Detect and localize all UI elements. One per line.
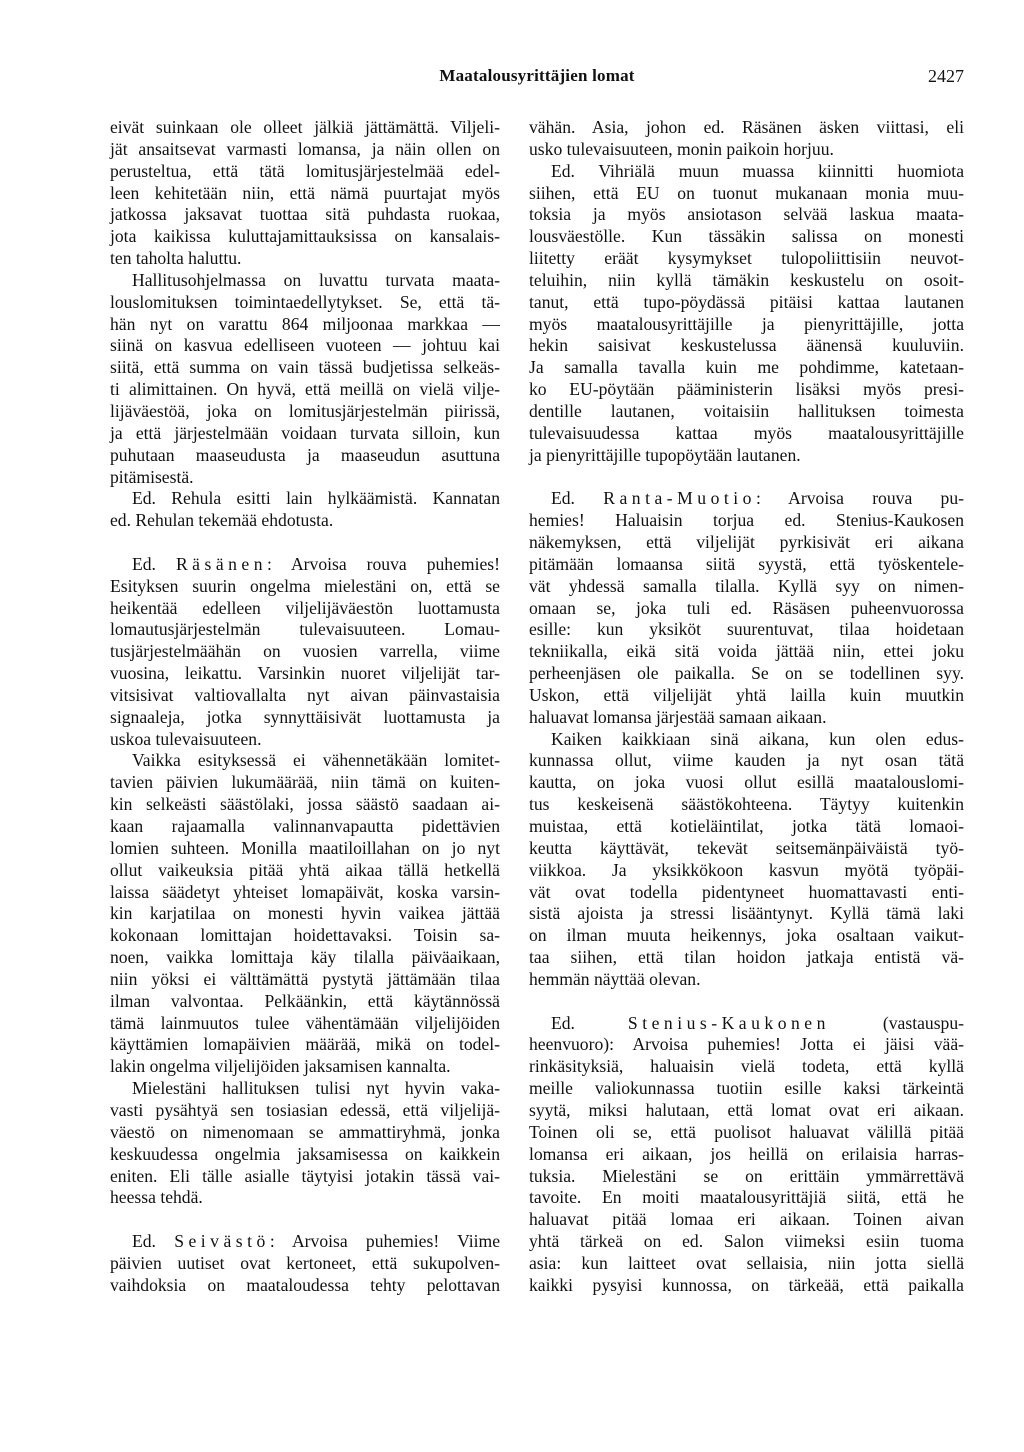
- text-line: väestö on nimenomaan se ammattiryhmä, jonka: [110, 1121, 500, 1142]
- speaker-line: Ed. Seivästö: Arvoisa puhemies! Viime: [132, 1231, 501, 1252]
- text-line: signaaleja, jotka synnyttäisivät luottamusta ja: [110, 706, 500, 727]
- text-line: Mielestäni hallituksen tulisi nyt hyvin vaka-: [132, 1078, 500, 1099]
- paragraph: [110, 1253, 500, 1297]
- text-line: heikentää edelleen viljelijäväestön luottamusta: [110, 597, 500, 618]
- speaker-name: Räsänen: [175, 553, 268, 574]
- text-line: lomautusjärjestelmän tulevaisuuteen. Lomau-: [110, 619, 500, 640]
- text-line: Hallitusohjelmassa on luvattu turvata maata-: [132, 269, 500, 290]
- text-line: keskuudessa ongelmia jaksamisessa on kaikkein: [110, 1143, 500, 1164]
- text-line: hän nyt on varattu 864 miljoonaa markkaa —: [110, 313, 500, 334]
- text-line: tulevaisuudessa kattaa myös maatalousyrittäjille: [529, 422, 964, 443]
- text-line: perheenjäsen ole paikalla. Se on se todellinen syy.: [529, 663, 964, 684]
- text-line: Uskon, että viljelijät yhtä lailla kuin muutkin: [529, 684, 964, 705]
- text-line: lomien suhteen. Monilla maatiloillahan on jo nyt: [110, 837, 500, 858]
- text-line: lijäväestöä, joka on lomitusjärjestelmän piirissä,: [110, 400, 500, 421]
- text-line: näkemyksen, että viljelijät pyrkisivät eri aikana: [529, 532, 964, 553]
- text-line: tavoite. En moiti maatalousyrittäjiä siitä, että he: [529, 1187, 964, 1208]
- text-line: heessa tehdä.: [110, 1187, 203, 1208]
- text-line: pitämisestä.: [110, 466, 194, 487]
- text-line: louslomituksen toimintaedellytykset. Se, että tä-: [110, 291, 500, 312]
- text-line: asia: kun laitteet ovat sellaisia, niin jotta siellä: [529, 1252, 964, 1273]
- text-line: rinkäsityksiä, haluaisin vielä todeta, että kyllä: [529, 1056, 964, 1077]
- text-line: tavien päivien lukumäärää, niin tämä on kuiten-: [110, 772, 500, 793]
- right-column: [529, 117, 964, 1297]
- text-line: Toinen oli se, että puolisot haluavat välillä pitää: [529, 1121, 964, 1142]
- speaker-name: Seivästö: [174, 1231, 270, 1252]
- text-line: vät ovat todella pidentyneet huomattavasti enti-: [529, 881, 964, 902]
- text-line: ollut vaikeuksia pitää yhtä aikaa tällä hetkellä: [110, 859, 500, 880]
- text-line: meille valiokunnassa tuotiin esille kaksi tärkeintä: [529, 1078, 964, 1099]
- paragraph-gap: [110, 532, 500, 554]
- text-line: Ed. Vihriälä muun muassa kiinnitti huomiota: [551, 160, 964, 181]
- speaker-line: Ed. Stenius-Kaukonen (vastauspu-: [551, 1012, 964, 1033]
- paragraph: [529, 1034, 964, 1296]
- text-line: jatkossa jaksavat tuottaa sitä puhdasta ruokaa,: [110, 204, 500, 225]
- text-line: omaan se, joka tuli ed. Räsäsen puheenvuorossa: [529, 597, 964, 618]
- text-line: liitetty eräät kysymykset tulopoliittisiin neuvot-: [529, 248, 964, 269]
- text-line: ti alimittainen. On hyvä, että meillä on vielä vilje-: [110, 379, 500, 400]
- text-line: yhtä tärkeä on ed. Salon viimeksi esiin tuoma: [529, 1231, 964, 1252]
- text-line: niin yöksi ei välttämättä pystytä jättämään tilaa: [110, 968, 500, 989]
- text-line: tanut, että tupo-pöydässä pitäisi kattaa lautanen: [529, 291, 964, 312]
- page-number: 2427: [928, 66, 964, 86]
- text-line: dentille lautanen, voitaisiin hallituksen toimesta: [529, 400, 964, 421]
- paragraph-gap: [529, 991, 964, 1013]
- text-line: tuksia. Mielestäni se on erittäin ymmärrettävä: [529, 1165, 964, 1186]
- text-line: vähän. Asia, johon ed. Räsänen äsken viittasi, eli: [529, 117, 964, 137]
- text-line: heenvuoro): Arvoisa puhemies! Jotta ei jäisi vää-: [529, 1034, 964, 1055]
- text-line: vasti pysähtyä sen tosiasian edessä, että viljelijä-: [110, 1099, 500, 1120]
- text-line: puhutaan maaseudusta ja maaseudun asuttuna: [110, 444, 500, 465]
- text-line: siinä on kasvua edelliseen vuoteen — johtuu kai: [110, 335, 500, 356]
- text-line: laissa säädetyt yhteiset lomapäivät, koska varsin-: [110, 881, 500, 902]
- paragraph: [110, 1078, 500, 1209]
- text-line: haluavat lomansa järjestää samaan aikaan.: [529, 706, 827, 727]
- paragraph: [110, 117, 500, 270]
- text-line: vuosina, leikattu. Varsinkin nuoret viljelijät tar-: [110, 663, 500, 684]
- text-line: kin selkeästi säästölaki, jossa säästö saadaan ai-: [110, 794, 500, 815]
- text-line: Ed. Rehula esitti lain hylkäämistä. Kannatan: [132, 488, 500, 509]
- text-line: lakin ongelma viljelijöiden jaksamisen kannalta.: [110, 1056, 451, 1077]
- text-line: lousväestölle. Kun tässäkin salissa on monesti: [529, 226, 964, 247]
- text-line: muistaa, että kotieläintilat, jotka tätä lomaoi-: [529, 816, 964, 836]
- paragraph: [110, 270, 500, 488]
- text-line: ed. Rehulan tekemää ehdotusta.: [110, 510, 334, 531]
- speaker-line: Ed. Räsänen: Arvoisa rouva puhemies!: [132, 553, 500, 574]
- paragraph: [529, 510, 964, 728]
- text-line: noen, vaikka lomittaja käy tilalla päiväaikaan,: [110, 947, 500, 968]
- text-line: lomansa eri aikaan, jos heillä on erilaisia harras-: [529, 1143, 964, 1164]
- text-line: hemies! Haluaisin torjua ed. Stenius-Kaukosen: [529, 510, 964, 531]
- text-line: eniten. Eli tälle asialle täytyisi jotakin tässä vai-: [110, 1165, 500, 1186]
- text-line: vitsisivat valtiovallalta nyt aivan päinvastaisia: [110, 684, 500, 705]
- text-line: ten taholta haluttu.: [110, 248, 242, 269]
- text-line: sistä ajoista ja stressi lisääntynyt. Kyllä tämä laki: [529, 903, 964, 924]
- text-line: pitämään lomaansa siitä syystä, että työskentele-: [529, 553, 964, 574]
- text-line: Ja samalla tavalla kuin me pohdimme, katetaan-: [529, 357, 964, 378]
- text-line: uskoa tulevaisuuteen.: [110, 728, 262, 749]
- text-line: jät ansaitsevat varmasti lomansa, ja näin ollen on: [110, 138, 500, 159]
- paragraph: [529, 161, 964, 467]
- paragraph-gap: [529, 467, 964, 489]
- text-line: ilman valvontaa. Pelkäänkin, että käytännössä: [110, 990, 500, 1011]
- text-line: vät yhdessä samalla tilalla. Kyllä syy on nimen-: [529, 575, 964, 596]
- page-header: [110, 66, 964, 88]
- text-line: tus keskeisenä säästökohteena. Täytyy kuitenkin: [529, 794, 964, 815]
- paragraph: [110, 488, 500, 532]
- text-line: siihen, että EU on tuonut mukanaan monia muu-: [529, 182, 964, 203]
- text-line: kin karjatilaa on monesti hyvin vaikea jättää: [110, 903, 500, 924]
- text-line: leen kehitetään niin, että nämä puurtajat myös: [110, 182, 500, 203]
- paragraph: [110, 576, 500, 751]
- text-line: myös maatalousyrittäjille ja pienyrittäjille, jotta: [529, 313, 964, 334]
- text-line: keutta käyttävät, tekevät seitsemänpäiväistä työ-: [529, 837, 964, 858]
- text-line: jota kaikissa kuluttajamittauksissa on kansalais-: [110, 226, 500, 247]
- paragraph-gap: [110, 1209, 500, 1231]
- text-line: taa siihen, että tilan hoidon jatkaja entistä vä-: [529, 947, 964, 968]
- text-line: kokonaan lomittajan hoidettavaksi. Toisin sa-: [110, 925, 500, 946]
- text-line: vaihdoksia on maataloudessa tehty pelottavan: [110, 1274, 500, 1295]
- text-line: päivien uutiset ovat kertoneet, että sukupolven-: [110, 1252, 500, 1273]
- text-line: ja pienyrittäjille tupopöytään lautanen.: [529, 444, 801, 465]
- text-line: esille: kun yksiköt suurentuvat, tilaa hoidetaan: [529, 619, 964, 640]
- text-line: perusteltua, että tätä lomitusjärjestelmää edel-: [110, 160, 500, 181]
- speaker-name: Stenius-Kaukonen: [627, 1012, 830, 1033]
- text-line: Kaiken kaikkiaan sinä aikana, kun olen edus-: [551, 728, 964, 749]
- speaker-name: Ranta-Muotio: [603, 488, 756, 509]
- text-line: ko EU-pöytään pääministerin lisäksi myös presi-: [529, 379, 964, 400]
- running-title: Maatalousyrittäjien lomat: [439, 66, 635, 85]
- text-line: usko tulevaisuuteen, monin paikoin horjuu.: [529, 138, 834, 159]
- text-line: hemmän näyttää olevan.: [529, 968, 701, 989]
- text-line: teluihin, niin kyllä tämäkin keskustelu on osoit-: [529, 269, 964, 290]
- text-line: viikkoa. Ja yksikkökoon kasvun myötä työpäi-: [529, 859, 964, 880]
- text-line: siitä, että summa on vain tässä budjetissa selkeäs-: [110, 357, 500, 378]
- text-line: kaikki pysyisi kunnossa, on tärkeää, että paikalla: [529, 1274, 964, 1295]
- text-line: kunnassa ollut, viime kauden ja nyt osan tätä: [529, 750, 964, 771]
- text-line: tusjärjestelmäähän on vuosien varrella, viime: [110, 641, 500, 662]
- text-line: tekniikalla, eikä sitä voida jättää niin, ettei joku: [529, 641, 964, 662]
- text-line: hekin saisivat keskustelussa äänensä kuuluviin.: [529, 335, 964, 356]
- left-column: [110, 117, 500, 1297]
- text-line: Vaikka esityksessä ei vähennetäkään lomitet-: [132, 750, 500, 771]
- text-line: kaan rajaamalla valinnanvapautta pidettävien: [110, 816, 500, 836]
- text-line: käyttämien lomapäivien määrää, mikä on todel-: [110, 1034, 500, 1055]
- paragraph: [110, 750, 500, 1078]
- text-line: kautta, on joka vuosi ollut esillä maatalouslomi-: [529, 772, 964, 793]
- text-line: Esityksen suurin ongelma mielestäni on, että se: [110, 575, 500, 596]
- speaker-line: Ed. Ranta-Muotio: Arvoisa rouva pu-: [551, 488, 965, 509]
- text-line: haluavat pitää lomaa eri aikaan. Toinen aivan: [529, 1209, 964, 1230]
- text-line: on ilman muuta heikennys, joka osaltaan vaikut-: [529, 925, 964, 946]
- paragraph: [529, 117, 964, 161]
- paragraph: [529, 729, 964, 991]
- text-line: ja että järjestelmään voidaan turvata silloin, kun: [110, 422, 500, 443]
- text-line: syytä, miksi halutaan, että lomat ovat eri aikaan.: [529, 1099, 964, 1120]
- text-line: eivät suinkaan ole olleet jälkiä jättämättä. Viljeli-: [110, 117, 500, 137]
- text-line: toksia ja myös ansiotason selvää laskua maata-: [529, 204, 964, 225]
- text-line: tämä lainmuutos tulee vähentämään viljelijöiden: [110, 1012, 500, 1033]
